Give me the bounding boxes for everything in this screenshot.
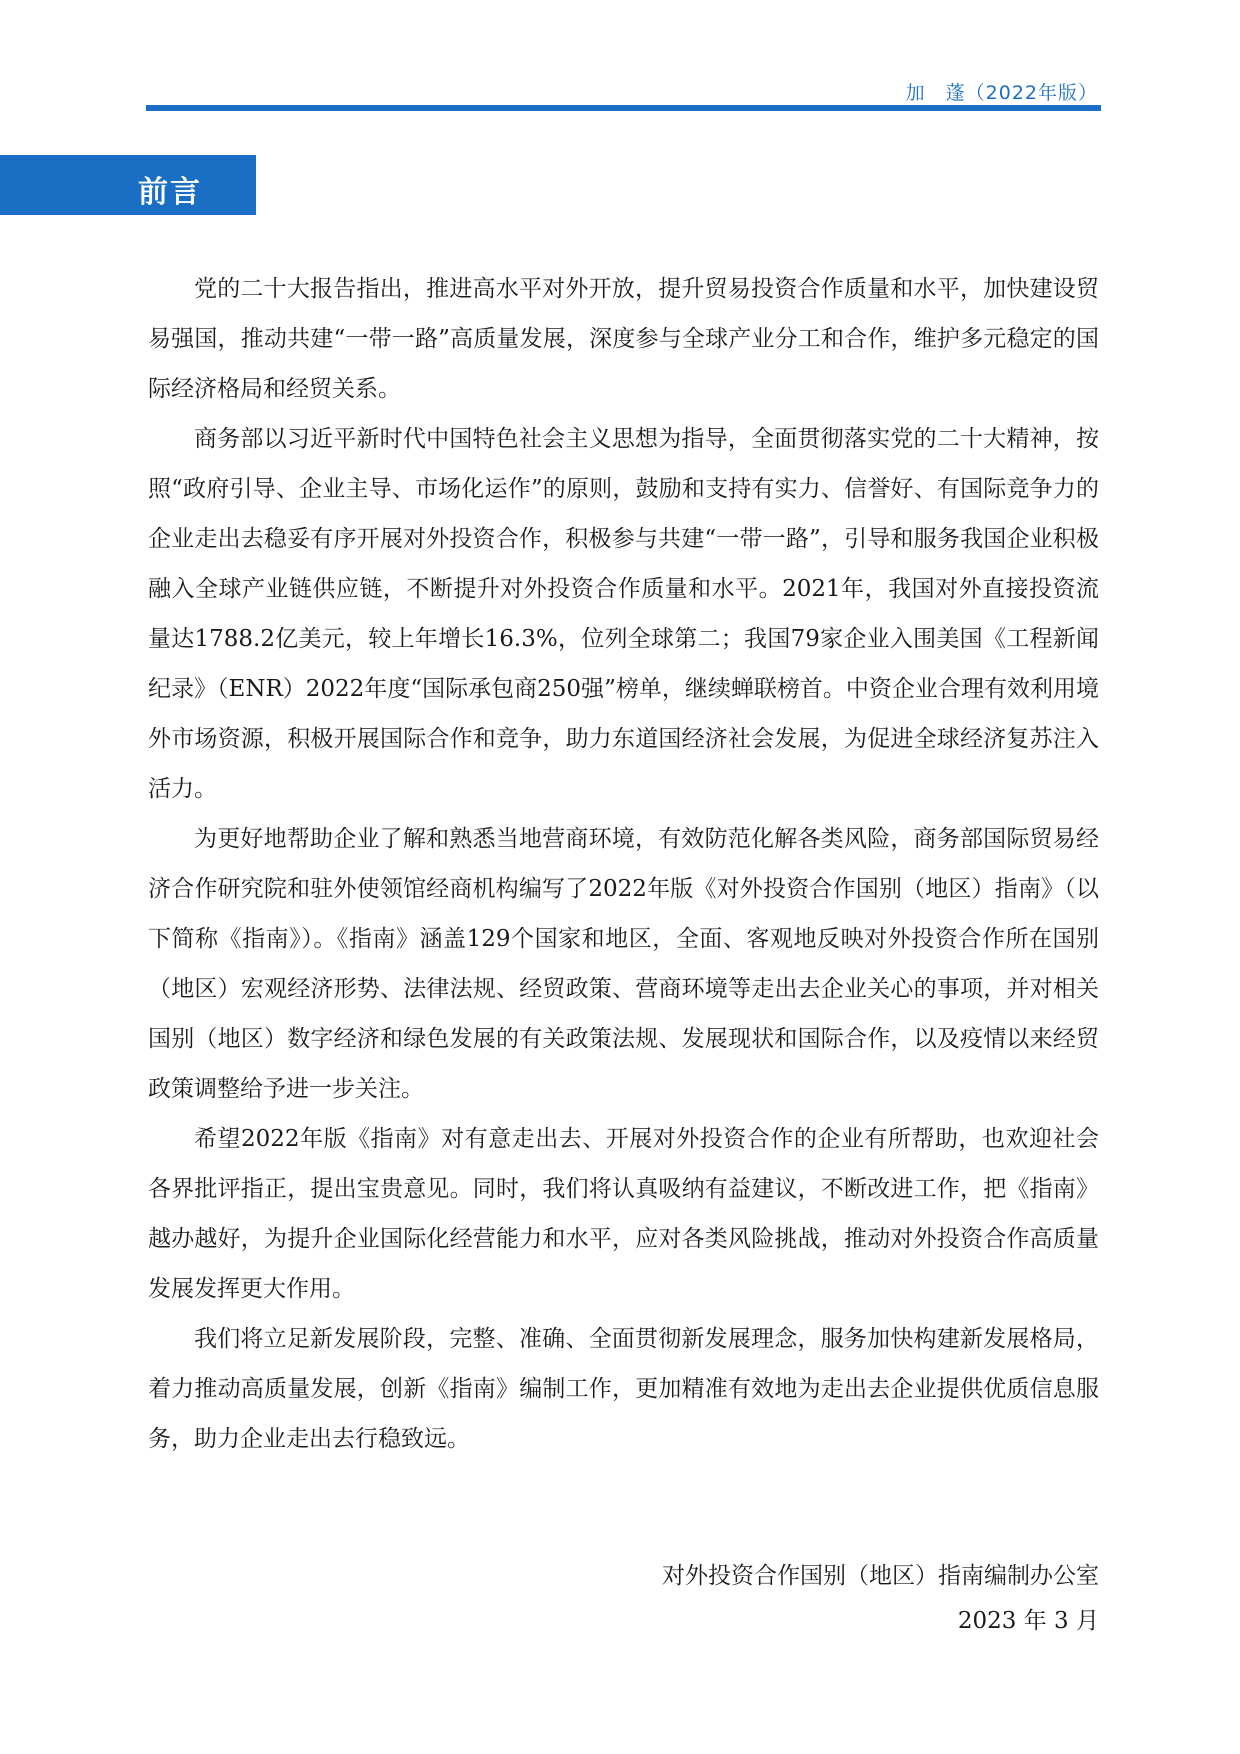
paragraph: 党的二十大报告指出，推进高水平对外开放，提升贸易投资合作质量和水平，加快建设贸易强国，推动共建“一带一路”高质量发展，深度参与全球产业分工和合作，维护多元稳定的国际经济格局和经贸关系。 (148, 276, 1099, 402)
signature-block (662, 1554, 1099, 1644)
body-text (148, 264, 1099, 1464)
section-title-banner (0, 155, 256, 215)
header-divider (146, 105, 1101, 111)
signature-organization: 对外投资合作国别（地区）指南编制办公室 (662, 1563, 1099, 1589)
signature-date: 2023 年 3 月 (957, 1608, 1099, 1634)
paragraph: 为更好地帮助企业了解和熟悉当地营商环境，有效防范化解各类风险，商务部国际贸易经济合作研究院和驻外使领馆经商机构编写了2022年版《对外投资合作国别（地区）指南》（以下简称《指南》）。《指南》涵盖129个国家和地区，全面、客观地反映对外投资合作所在国别（地区）宏观经济形势、法律法规、经贸政策、营商环境等走出去企业关心的事项，并对相关国别（地区）数字经济和绿色发展的有关政策法规、发展现状和国际合作，以及疫情以来经贸政策调整给予进一步关注。 (148, 826, 1099, 1102)
paragraph: 商务部以习近平新时代中国特色社会主义思想为指导，全面贯彻落实党的二十大精神，按照“政府引导、企业主导、市场化运作”的原则，鼓励和支持有实力、信誉好、有国际竞争力的企业走出去稳妥有序开展对外投资合作，积极参与共建“一带一路”，引导和服务我国企业积极融入全球产业链供应链，不断提升对外投资合作质量和水平。2021年，我国对外直接投资流量达1788.2亿美元，较上年增长16.3%，位列全球第二；我国79家企业入围美国《工程新闻纪录》（ENR）2022年度“国际承包商250强”榜单，继续蝉联榜首。中资企业合理有效利用境外市场资源，积极开展国际合作和竞争，助力东道国经济社会发展，为促进全球经济复苏注入活力。 (148, 426, 1099, 802)
paragraph: 我们将立足新发展阶段，完整、准确、全面贯彻新发展理念，服务加快构建新发展格局，着力推动高质量发展，创新《指南》编制工作，更加精准有效地为走出去企业提供优质信息服务，助力企业走出去行稳致远。 (148, 1326, 1099, 1452)
running-header-title: 加 蓬（2022年版） (905, 82, 1098, 104)
section-title: 前言 (138, 175, 202, 210)
paragraph: 希望2022年版《指南》对有意走出去、开展对外投资合作的企业有所帮助，也欢迎社会各界批评指正，提出宝贵意见。同时，我们将认真吸纳有益建议，不断改进工作，把《指南》越办越好，为提升企业国际化经营能力和水平，应对各类风险挑战，推动对外投资合作高质量发展发挥更大作用。 (148, 1126, 1099, 1302)
